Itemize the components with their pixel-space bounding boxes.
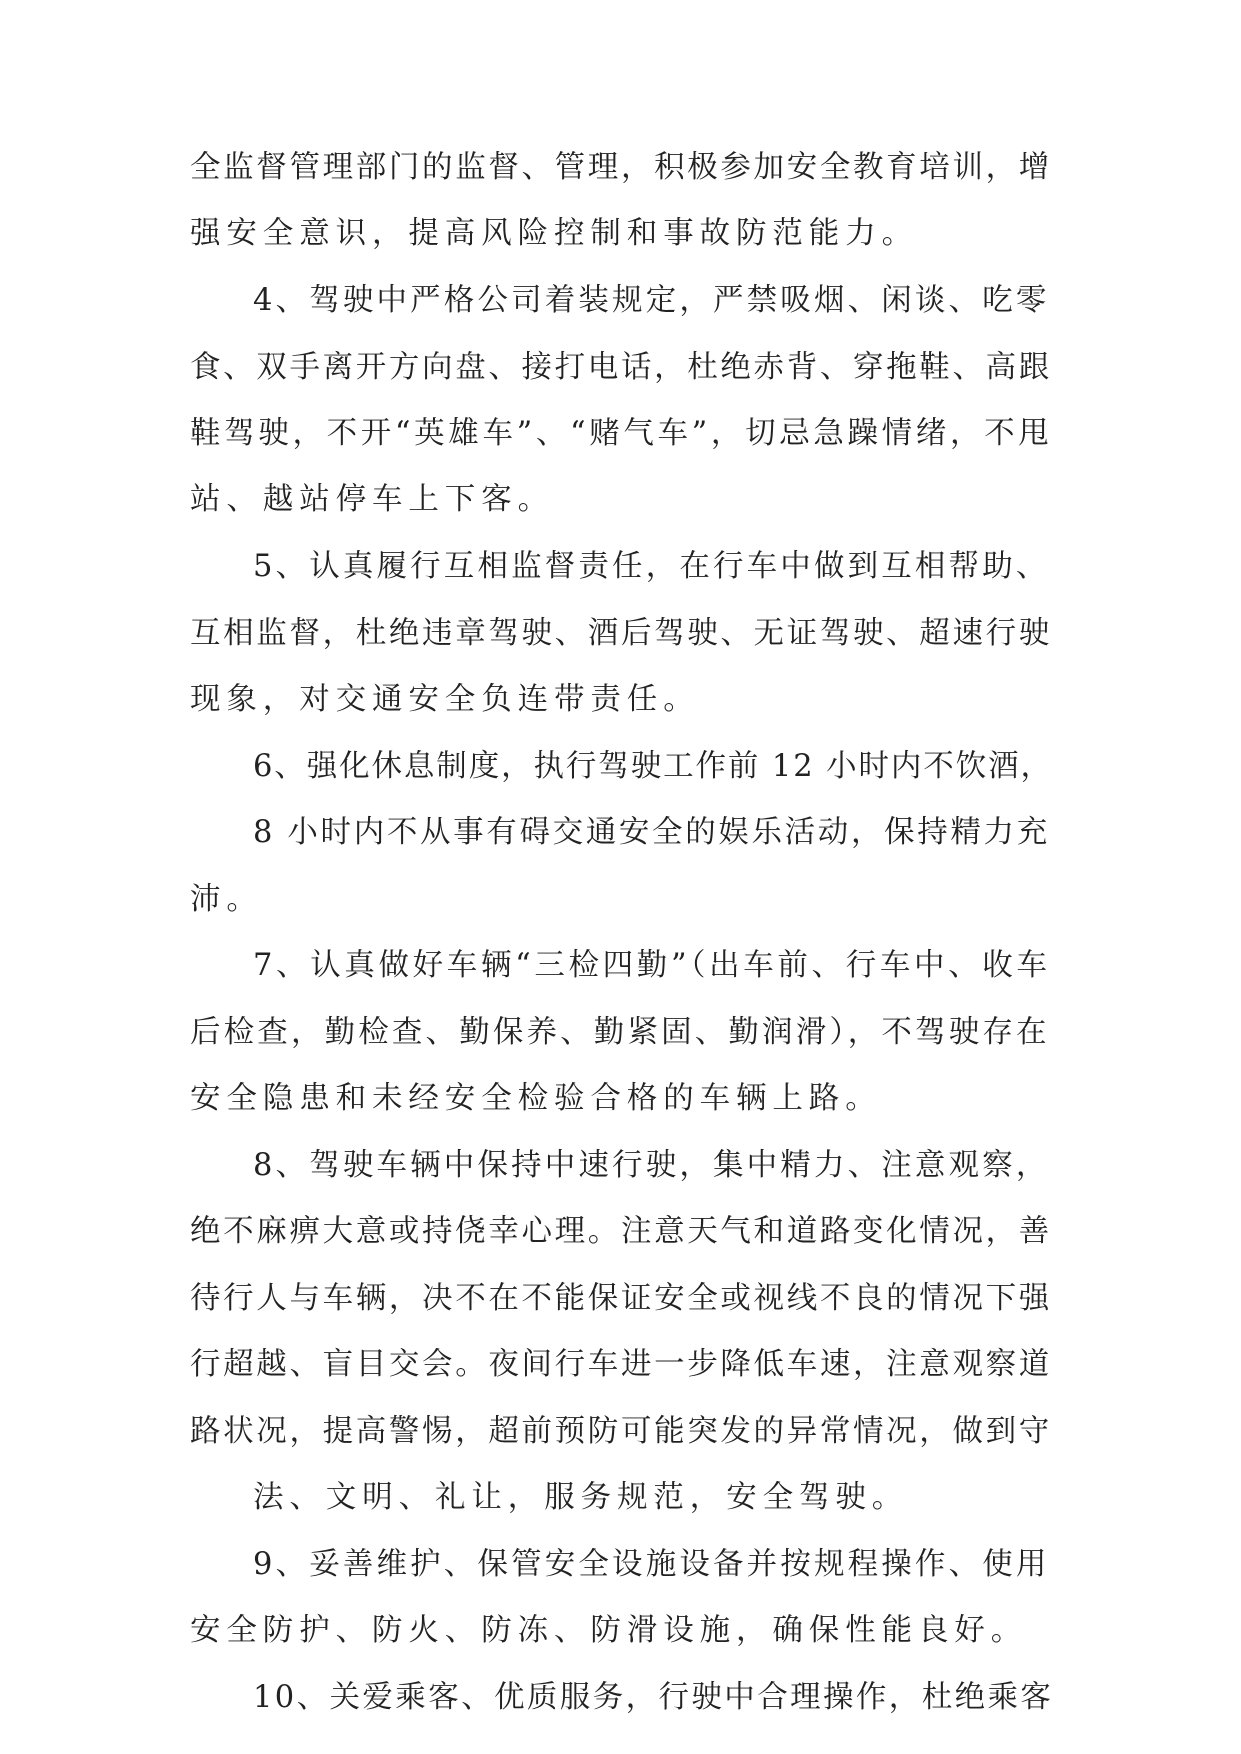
text-line: 4、驾驶中严格公司着装规定，严禁吸烟、闲谈、吃零 bbox=[253, 283, 1050, 318]
text-line: 10、关爱乘客、优质服务，行驶中合理操作，杜绝乘客 bbox=[253, 1680, 1054, 1715]
text-line: 食、双手离开方向盘、接打电话，杜绝赤背、穿拖鞋、高跟 bbox=[190, 350, 1052, 385]
text-line: 安全隐患和未经安全检验合格的车辆上路。 bbox=[190, 1081, 882, 1116]
text-line: 安全防护、防火、防冻、防滑设施，确保性能良好。 bbox=[190, 1613, 1028, 1648]
text-line: 待行人与车辆，决不在不能保证安全或视线不良的情况下强 bbox=[190, 1281, 1052, 1316]
text-line: 现象，对交通安全负连带责任。 bbox=[190, 682, 700, 717]
text-line: 沛。 bbox=[190, 882, 263, 917]
text-line: 鞋驾驶，不开“英雄车”、“赌气车”，切忌急躁情绪，不甩 bbox=[190, 416, 1053, 451]
text-line: 9、妥善维护、保管安全设施设备并按规程操作、使用 bbox=[253, 1547, 1050, 1582]
text-line: 绝不麻痹大意或持侥幸心理。注意天气和道路变化情况，善 bbox=[190, 1214, 1052, 1249]
text-line: 强安全意识，提高风险控制和事故防范能力。 bbox=[190, 216, 918, 251]
text-line: 站、越站停车上下客。 bbox=[190, 482, 554, 517]
text-line: 5、认真履行互相监督责任，在行车中做到互相帮助、 bbox=[253, 549, 1050, 584]
text-line: 互相监督，杜绝违章驾驶、酒后驾驶、无证驾驶、超速行驶 bbox=[190, 616, 1052, 651]
text-line: 法、文明、礼让，服务规范，安全驾驶。 bbox=[253, 1480, 909, 1515]
text-line: 后检查，勤检查、勤保养、勤紧固、勤润滑），不驾驶存在 bbox=[190, 1015, 1050, 1050]
text-line: 8、驾驶车辆中保持中速行驶，集中精力、注意观察， bbox=[253, 1148, 1050, 1183]
text-line: 行超越、盲目交会。夜间行车进一步降低车速，注意观察道 bbox=[190, 1347, 1052, 1382]
text-line: 路状况，提高警惕，超前预防可能突发的异常情况，做到守 bbox=[190, 1414, 1052, 1449]
text-line: 全监督管理部门的监督、管理，积极参加安全教育培训，增 bbox=[190, 150, 1052, 185]
text-line: 8 小时内不从事有碍交通安全的娱乐活动，保持精力充 bbox=[253, 815, 1050, 850]
text-line: 6、强化休息制度，执行驾驶工作前 12 小时内不饮酒， bbox=[253, 749, 1053, 784]
text-line: 7、认真做好车辆“三检四勤”（出车前、行车中、收车 bbox=[253, 948, 1051, 983]
